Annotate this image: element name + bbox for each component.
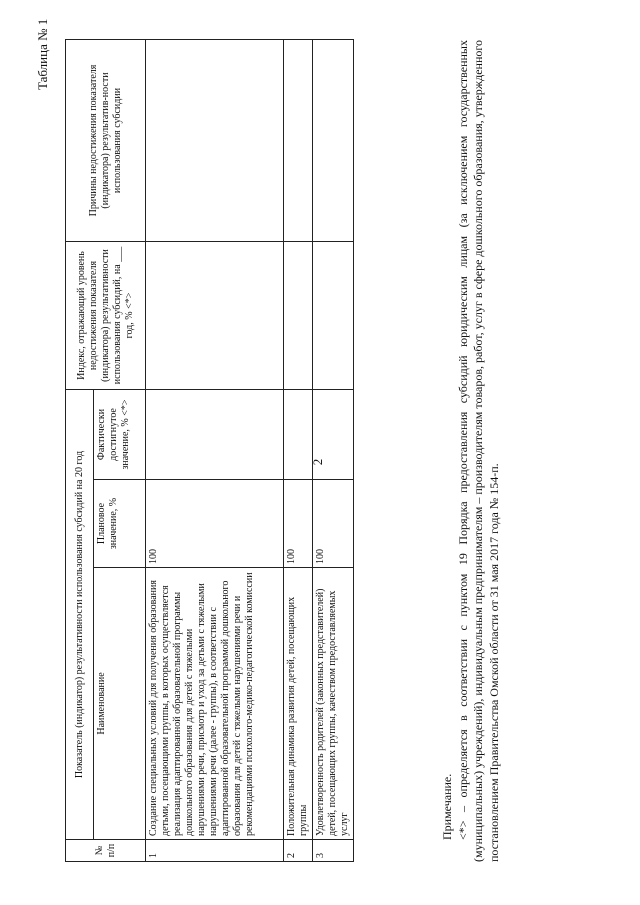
row-index <box>146 242 284 390</box>
header-plan: Плановое значение, % <box>94 480 146 568</box>
table-row <box>146 40 284 862</box>
row-plan: 100 <box>313 480 354 568</box>
row-num: 1 <box>146 840 284 862</box>
row-plan: 100 <box>284 480 313 568</box>
row-reasons <box>284 40 313 242</box>
indicators-table <box>65 39 354 862</box>
row-index <box>313 242 354 390</box>
table-row <box>313 40 354 862</box>
row-plan: 100 <box>146 480 284 568</box>
row-index <box>284 242 313 390</box>
table-row <box>284 40 313 862</box>
row-name: Удовлетворенность родителей (законных представителей) детей, посещающих группы, качеством предоставляемых услуг <box>313 568 354 840</box>
page-number: 2 <box>310 458 325 466</box>
row-fact <box>313 390 354 480</box>
footnote-text: <*> – определяется в соответствии с пунктом 19 Порядка предоставления субсидий юридическим лицам (за исключением государственных (муниципальных) учреждений), индивидуальным предпринимателям – производителям товаров, работ, услуг в сфере дошкольного образования, утвержденного постановлением Правительства Омской области от 31 мая 2017 года № 154-п. <box>455 40 501 862</box>
row-num: 2 <box>284 840 313 862</box>
header-reasons: Причины недостижения показателя (индикатора) результатив-ности использования субсидии <box>66 40 146 242</box>
header-name: Наименование <box>94 568 146 840</box>
row-name: Создание специальных условий для получения образования детьми, посещающими группы, в которых осуществляется реализация адаптированной образовательной программы дошкольного образования для детей с тяжелыми нарушениями речи, присмотр и уход за детьми с тяжелыми нарушениями речи (далее - группы), в соответствии с адаптированной образовательной программой дошкольного образования для детей с тяжелыми нарушениями речи и рекомендациями психолого-медико-педагогической комиссии <box>146 568 284 840</box>
footnote <box>440 40 502 862</box>
row-reasons <box>146 40 284 242</box>
row-num: 3 <box>313 840 354 862</box>
footnote-title: Примечание. <box>440 773 454 840</box>
header-fact: Фактически достигнутое значение, % <*> <box>94 390 146 480</box>
row-fact <box>146 390 284 480</box>
row-name: Положительная динамика развития детей, посещающих группы <box>284 568 313 840</box>
header-index: Индекс, отражающий уровень недостижения показателя (индикатора) результативности использования субсидий, на ___ год, % <*> <box>66 242 146 390</box>
header-indicator-group: Показатель (индикатор) результативности использования субсидий на 20 год <box>66 390 94 840</box>
header-num: № п/п <box>66 840 146 862</box>
row-fact <box>284 390 313 480</box>
table-caption: Таблица № 1 <box>35 18 50 90</box>
row-reasons <box>313 40 354 242</box>
rotated-page-content <box>25 20 625 880</box>
